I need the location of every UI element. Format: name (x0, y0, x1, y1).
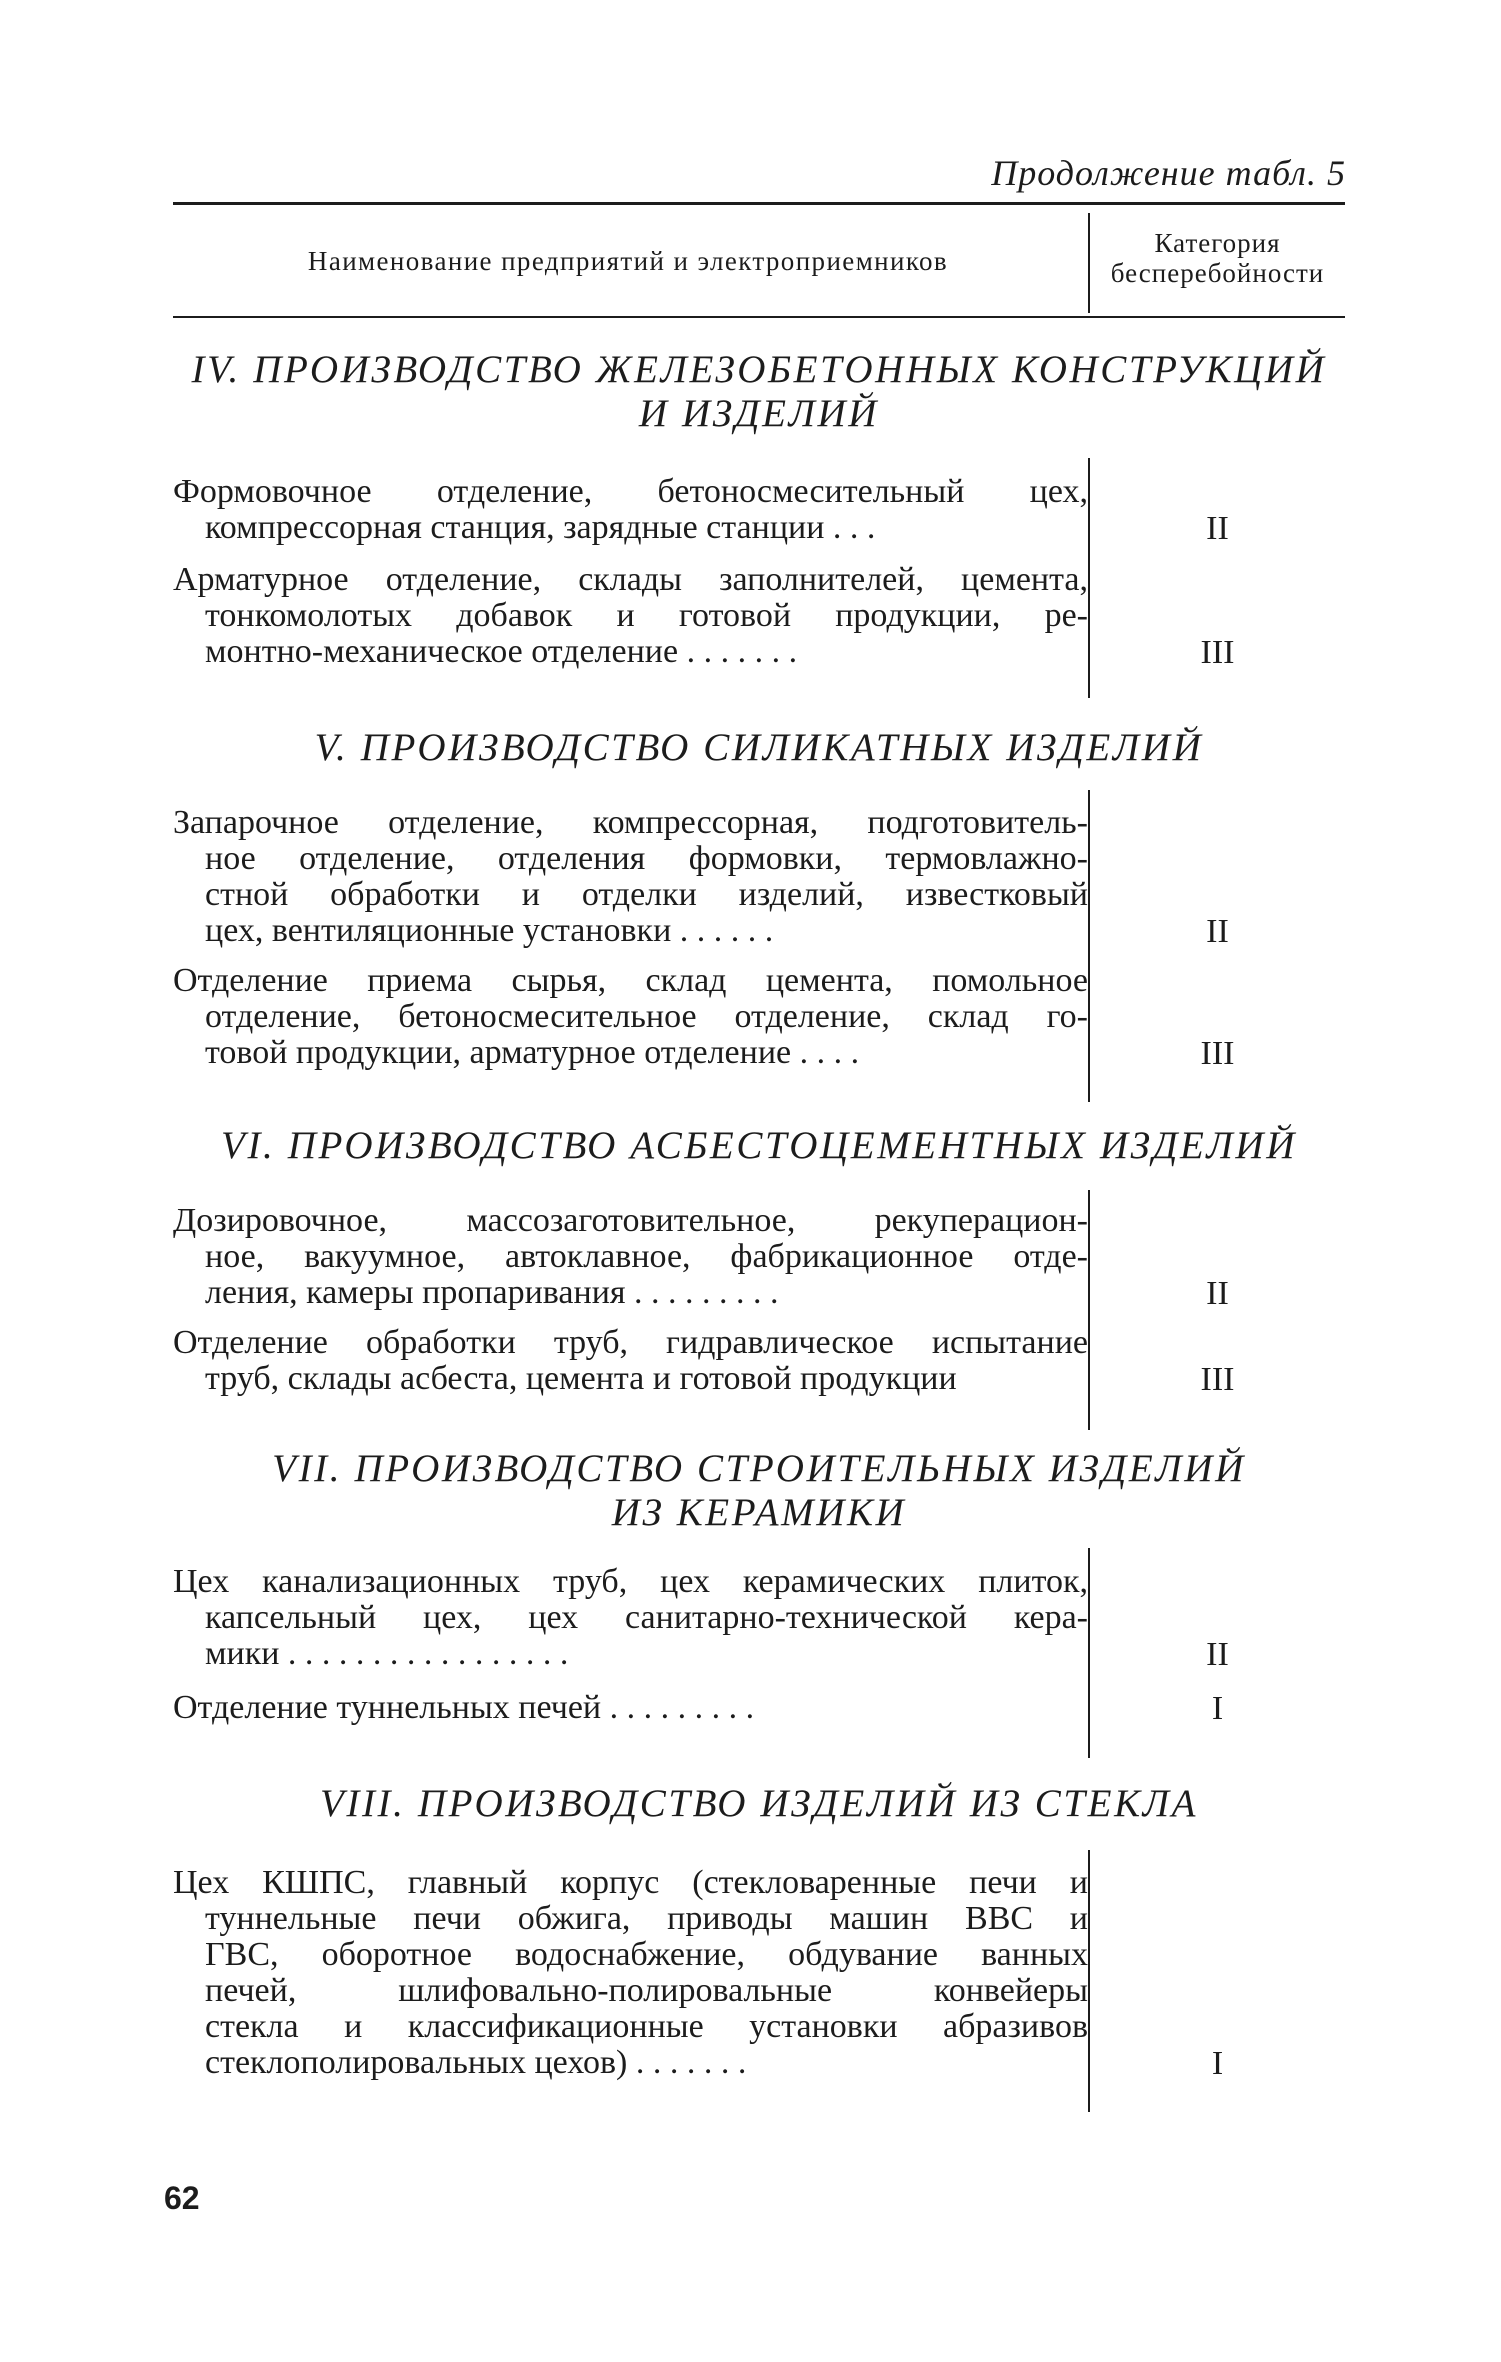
continuation-label: Продолжение табл. 5 (991, 153, 1346, 193)
row-line: мики . . . . . . . . . . . . . . . . . (205, 1635, 569, 1672)
column-header-category-line2: бесперебойности (1110, 258, 1325, 288)
table-top-rule (173, 202, 1345, 205)
row-line: стеклополировальных цехов) . . . . . . . (205, 2044, 747, 2081)
category-value: III (1200, 1361, 1235, 1398)
row-line: Арматурное отделение, склады заполнителей, цемента, (173, 561, 1088, 598)
row-line: Отделение приема сырья, склад цемента, помольное (173, 962, 1088, 999)
section-viii-title-line1: VIII. ПРОИЗВОДСТВО ИЗДЕЛИЙ ИЗ СТЕКЛА (319, 1782, 1199, 1825)
row-line: труб, склады асбеста, цемента и готовой продукции (205, 1360, 957, 1397)
category-value: I (1211, 1690, 1224, 1727)
section-vii-title-line2: ИЗ КЕРАМИКИ (611, 1491, 907, 1534)
row-line: ГВС, оборотное водоснабжение, обдувание ванных (205, 1936, 1088, 1973)
header-column-divider (1088, 213, 1090, 313)
row-line: Отделение туннельных печей . . . . . . . . . (173, 1689, 755, 1726)
page-number: 62 (164, 2180, 200, 2216)
table-row (173, 562, 1088, 670)
row-line: ления, камеры пропаривания . . . . . . . . . (205, 1274, 779, 1311)
section-iv-title-line1: IV. ПРОИЗВОДСТВО ЖЕЛЕЗОБЕТОННЫХ КОНСТРУКЦИЙ (191, 348, 1327, 391)
category-value: I (1211, 2045, 1224, 2082)
section-vii-title-line1: VII. ПРОИЗВОДСТВО СТРОИТЕЛЬНЫХ ИЗДЕЛИЙ (272, 1447, 1246, 1490)
column-header-category-line1: Категория (1154, 228, 1281, 258)
row-line: капсельный цех, цех санитарно-технической кера- (205, 1599, 1088, 1636)
section-iv-title-line2: И ИЗДЕЛИЙ (638, 392, 880, 435)
row-line: ное отделение, отделения формовки, термовлажно- (205, 840, 1088, 877)
category-value: II (1206, 1636, 1229, 1673)
table-row (173, 805, 1088, 949)
row-line: стной обработки и отделки изделий, известковый (205, 876, 1088, 913)
row-line: Цех канализационных труб, цех керамических плиток, (173, 1563, 1088, 1600)
table-row (173, 1865, 1088, 2081)
table-row (173, 963, 1088, 1071)
section-title-vi (173, 1124, 1345, 1168)
row-line: монтно-механическое отделение . . . . . . . (205, 633, 798, 670)
row-line: отделение, бетоносмесительное отделение, склад го- (205, 998, 1088, 1035)
category-value: III (1200, 634, 1235, 671)
row-line: ное, вакуумное, автоклавное, фабрикационное отде- (205, 1238, 1088, 1275)
section-title-v (173, 726, 1345, 770)
table-row (173, 1325, 1088, 1397)
table-row (173, 1203, 1088, 1311)
category-value: III (1200, 1035, 1235, 1072)
row-line: стекла и классификационные установки абразивов (205, 2008, 1088, 2045)
row-line: Отделение обработки труб, гидравлическое испытание (173, 1324, 1088, 1361)
row-line: товой продукции, арматурное отделение . . . . (205, 1034, 860, 1071)
row-line: Цех КШПС, главный корпус (стекловаренные печи и (173, 1864, 1088, 1901)
table-row (173, 474, 1088, 546)
row-line: Формовочное отделение, бетоносмесительный цех, (173, 473, 1088, 510)
column-header-category (1090, 228, 1345, 288)
row-line: Запарочное отделение, компрессорная, подготовитель- (173, 804, 1088, 841)
header-bottom-rule (173, 316, 1345, 318)
section-title-viii (173, 1782, 1345, 1826)
category-value: II (1206, 913, 1229, 950)
section-vi-title-line1: VI. ПРОИЗВОДСТВО АСБЕСТОЦЕМЕНТНЫХ ИЗДЕЛИЙ (221, 1124, 1297, 1167)
section-title-iv (173, 348, 1345, 436)
row-line: Дозировочное, массозаготовительное, рекуперацион- (173, 1202, 1088, 1239)
table-row (173, 1690, 1088, 1726)
row-line: печей, шлифовально-полировальные конвейеры (205, 1972, 1088, 2009)
section-title-vii (173, 1447, 1345, 1535)
section-v-title-line1: V. ПРОИЗВОДСТВО СИЛИКАТНЫХ ИЗДЕЛИЙ (314, 726, 1204, 769)
category-value: II (1206, 510, 1229, 547)
row-line: компрессорная станция, зарядные станции . . . (205, 509, 876, 546)
category-value: II (1206, 1275, 1229, 1312)
table-row (173, 1564, 1088, 1672)
row-line: тонкомолотых добавок и готовой продукции, ре- (205, 597, 1088, 634)
row-line: туннельные печи обжига, приводы машин ВВС и (205, 1900, 1088, 1937)
row-line: цех, вентиляционные установки . . . . . . (205, 912, 774, 949)
column-header-name: Наименование предприятий и электроприемников (307, 246, 949, 276)
